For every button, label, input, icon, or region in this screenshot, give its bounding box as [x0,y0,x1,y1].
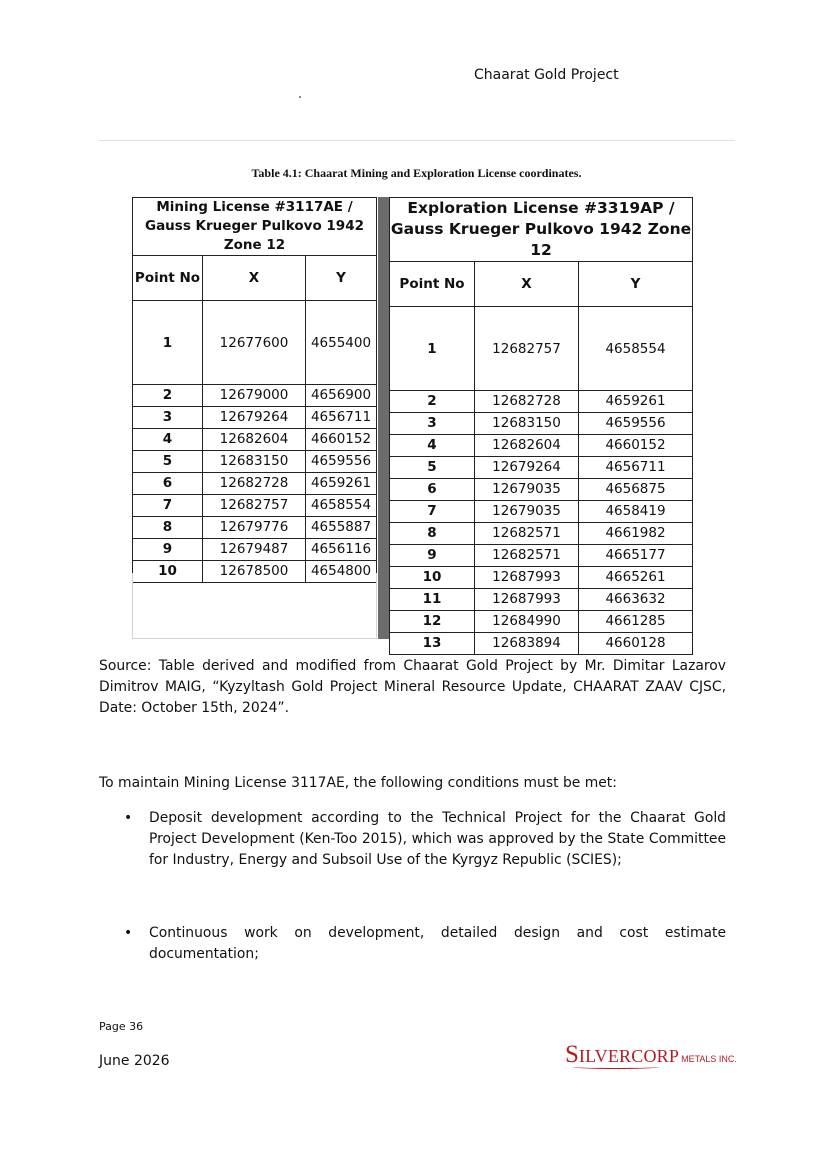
page-header-title: Chaarat Gold Project [474,67,619,83]
point-no-cell: 6 [133,473,203,495]
stray-mark [299,96,301,98]
y-cell: 4656900 [306,385,377,407]
y-cell: 4658419 [579,501,693,523]
table-row [390,633,693,655]
table-row [133,495,377,517]
y-cell: 4661285 [579,611,693,633]
table-header-row [390,262,693,307]
table-title: Exploration License #3319AP / Gauss Krueger Pulkovo 1942 Zone 12 [390,198,693,262]
y-cell: 4655400 [306,301,377,385]
y-cell: 4660152 [579,435,693,457]
point-no-cell: 6 [390,479,475,501]
y-cell: 4658554 [579,307,693,391]
point-no-cell: 3 [390,413,475,435]
y-cell: 4661982 [579,523,693,545]
exploration-license-table [389,197,693,655]
table-row [390,589,693,611]
table-row [390,501,693,523]
x-header: X [475,262,579,307]
point-no-cell: 7 [133,495,203,517]
y-cell: 4658554 [306,495,377,517]
point-no-cell: 11 [390,589,475,611]
x-cell: 12677600 [203,301,306,385]
x-cell: 12679776 [203,517,306,539]
y-cell: 4656116 [306,539,377,561]
x-cell: 12682728 [475,391,579,413]
point-no-cell: 4 [390,435,475,457]
point-no-header: Point No [133,256,203,301]
bullet-text: Deposit development according to the Technical Project for the Chaarat Gold Project Development (Ken-Too 2015), which was approved by the State Committee for Industry, Energy and Subsoil Use of the Kyrgyz Republic (SCIES); [149,810,726,868]
x-cell: 12683150 [203,451,306,473]
table-header-row [133,256,377,301]
table-row [133,473,377,495]
table-row [390,567,693,589]
point-no-cell: 2 [133,385,203,407]
point-no-cell: 13 [390,633,475,655]
source-note: Source: Table derived and modified from Chaarat Gold Project by Mr. Dimitar Lazarov Dimitrov MAIG, “Kyzyltash Gold Project Mineral Resource Update, CHAARAT ZAAV CJSC, Date: October 15th, 2024”. [99,658,726,716]
point-no-cell: 10 [133,561,203,583]
y-cell: 4660152 [306,429,377,451]
point-no-cell: 4 [133,429,203,451]
table-title-row [390,198,693,262]
x-cell: 12679000 [203,385,306,407]
y-cell: 4656875 [579,479,693,501]
table-separator-bar [378,197,389,639]
conditions-intro: To maintain Mining License 3117AE, the following conditions must be met: [99,775,617,791]
x-cell: 12679264 [203,407,306,429]
table-row [133,407,377,429]
x-cell: 12684990 [475,611,579,633]
y-cell: 4656711 [579,457,693,479]
y-cell: 4659261 [579,391,693,413]
x-cell: 12682728 [203,473,306,495]
point-no-cell: 8 [133,517,203,539]
point-no-cell: 2 [390,391,475,413]
x-cell: 12682757 [203,495,306,517]
point-no-cell: 12 [390,611,475,633]
y-cell: 4665261 [579,567,693,589]
y-cell: 4660128 [579,633,693,655]
bullet-marker: • [124,925,133,941]
header-divider [98,140,735,141]
x-cell: 12687993 [475,589,579,611]
logo-initial: S [565,1041,579,1068]
y-cell: 4659261 [306,473,377,495]
table-row [390,523,693,545]
logo-name: ILVERCORP [578,1046,680,1066]
y-cell: 4655887 [306,517,377,539]
x-cell: 12679487 [203,539,306,561]
table-row [133,429,377,451]
logo-swoosh [573,1065,659,1069]
table-title: Mining License #3117AE / Gauss Krueger Pulkovo 1942 Zone 12 [133,198,377,256]
y-cell: 4663632 [579,589,693,611]
x-header: X [203,256,306,301]
bullet-marker: • [124,810,133,826]
table-row [390,391,693,413]
bullet-text: Continuous work on development, detailed design and cost estimate documentation; [149,925,726,962]
y-cell: 4656711 [306,407,377,429]
mining-table-empty-area [132,573,377,639]
silvercorp-logo [565,1041,737,1069]
logo-suffix: METALS INC. [681,1054,737,1064]
point-no-header: Point No [390,262,475,307]
x-cell: 12682571 [475,523,579,545]
table-row [133,385,377,407]
table-row [133,539,377,561]
table-row [390,545,693,567]
x-cell: 12679035 [475,479,579,501]
table-row [390,457,693,479]
point-no-cell: 1 [390,307,475,391]
page-number: Page 36 [99,1020,144,1033]
x-cell: 12683894 [475,633,579,655]
table-row [390,479,693,501]
point-no-cell: 1 [133,301,203,385]
y-header: Y [306,256,377,301]
point-no-cell: 5 [133,451,203,473]
point-no-cell: 7 [390,501,475,523]
point-no-cell: 8 [390,523,475,545]
y-header: Y [579,262,693,307]
x-cell: 12679264 [475,457,579,479]
table-row [133,517,377,539]
y-cell: 4665177 [579,545,693,567]
point-no-cell: 9 [133,539,203,561]
table-row [390,307,693,391]
table-row [133,301,377,385]
report-date: June 2026 [99,1053,170,1069]
condition-bullet-2 [124,923,726,962]
table-row [390,413,693,435]
condition-bullet-1 [124,808,726,872]
point-no-cell: 9 [390,545,475,567]
table-row [390,435,693,457]
mining-license-table [132,197,377,583]
table-title-row [133,198,377,256]
y-cell: 4659556 [579,413,693,435]
x-cell: 12678500 [203,561,306,583]
y-cell: 4654800 [306,561,377,583]
x-cell: 12679035 [475,501,579,523]
point-no-cell: 3 [133,407,203,429]
point-no-cell: 10 [390,567,475,589]
table-row [133,451,377,473]
x-cell: 12682604 [475,435,579,457]
point-no-cell: 5 [390,457,475,479]
table-caption: Table 4.1: Chaarat Mining and Exploration License coordinates. [251,166,582,180]
x-cell: 12682571 [475,545,579,567]
x-cell: 12682604 [203,429,306,451]
y-cell: 4659556 [306,451,377,473]
x-cell: 12687993 [475,567,579,589]
x-cell: 12682757 [475,307,579,391]
table-row [390,611,693,633]
x-cell: 12683150 [475,413,579,435]
